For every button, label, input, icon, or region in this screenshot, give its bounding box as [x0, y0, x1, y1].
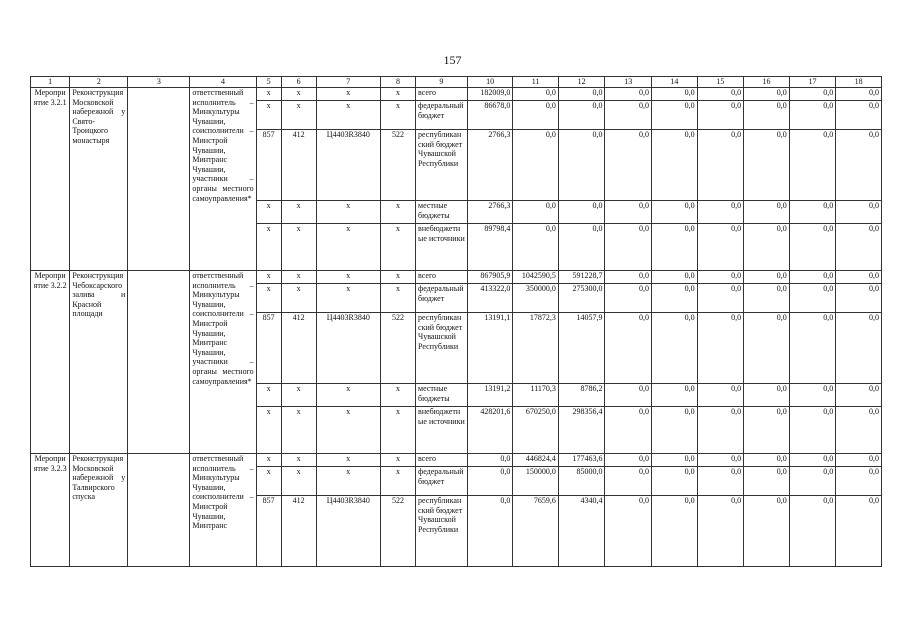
funding-source: республиканский бюджет Чувашской Республики	[416, 313, 468, 384]
funding-source: внебюджетные источники	[416, 224, 468, 271]
code-cell: x	[256, 454, 281, 467]
code-cell: 522	[380, 313, 415, 384]
value-cell: 0,0	[697, 130, 744, 201]
value-cell: 0,0	[605, 88, 652, 101]
value-cell: 0,0	[652, 271, 698, 284]
value-cell: 298356,4	[558, 407, 605, 454]
value-cell: 0,0	[789, 467, 836, 496]
column-number: 7	[316, 77, 380, 88]
funding-source: местные бюджеты	[416, 384, 468, 407]
value-cell: 0,0	[513, 201, 559, 224]
column-number: 10	[467, 77, 513, 88]
funding-source: республиканский бюджет Чувашской Республики	[416, 130, 468, 201]
value-cell: 0,0	[697, 224, 744, 271]
value-cell: 0,0	[652, 313, 698, 384]
code-cell: x	[316, 407, 380, 454]
funding-source: республиканский бюджет Чувашской Республики	[416, 496, 468, 567]
measure-responsible: ответственный исполнитель – Минкультуры Чувашии, соисполнители – Минстрой Чувашии, Минтранс Чувашии, участники – органы местного самоуправления*	[190, 88, 256, 271]
value-cell: 0,0	[467, 467, 513, 496]
value-cell: 0,0	[836, 284, 882, 313]
code-cell: x	[316, 467, 380, 496]
code-cell: x	[316, 284, 380, 313]
value-cell: 0,0	[513, 224, 559, 271]
code-cell: x	[380, 384, 415, 407]
value-cell: 0,0	[789, 496, 836, 567]
value-cell: 0,0	[558, 130, 605, 201]
value-cell: 0,0	[836, 454, 882, 467]
measure-name: Мероприятие 3.2.2	[31, 271, 70, 454]
code-cell: x	[316, 88, 380, 101]
value-cell: 0,0	[836, 201, 882, 224]
value-cell: 13191,1	[467, 313, 513, 384]
value-cell: 0,0	[744, 201, 790, 224]
value-cell: 0,0	[652, 407, 698, 454]
code-cell: Ц4403R3840	[316, 313, 380, 384]
code-cell: x	[256, 284, 281, 313]
value-cell: 0,0	[789, 384, 836, 407]
code-cell: x	[380, 201, 415, 224]
code-cell: x	[256, 407, 281, 454]
funding-source: местные бюджеты	[416, 201, 468, 224]
value-cell: 0,0	[652, 101, 698, 130]
code-cell: 522	[380, 130, 415, 201]
code-cell: x	[380, 101, 415, 130]
table-row	[31, 454, 882, 467]
code-cell: x	[256, 271, 281, 284]
column-number: 17	[789, 77, 836, 88]
value-cell: 13191,2	[467, 384, 513, 407]
column-number: 15	[697, 77, 744, 88]
code-cell: x	[380, 407, 415, 454]
code-cell: Ц4403R3840	[316, 130, 380, 201]
value-cell: 0,0	[605, 313, 652, 384]
code-cell: x	[316, 224, 380, 271]
measure-responsible: ответственный исполнитель – Минкультуры Чувашии, соисполнители – Минстрой Чувашии, Минтранс Чувашии, участники – органы местного самоуправления*	[190, 271, 256, 454]
value-cell: 0,0	[744, 284, 790, 313]
value-cell: 0,0	[789, 407, 836, 454]
value-cell: 0,0	[789, 88, 836, 101]
value-cell: 0,0	[513, 88, 559, 101]
code-cell: Ц4403R3840	[316, 496, 380, 567]
code-cell: x	[256, 201, 281, 224]
measure-responsible: ответственный исполнитель – Минкультуры Чувашии, соисполнители – Минстрой Чувашии, Минтранс	[190, 454, 256, 567]
value-cell: 150000,0	[513, 467, 559, 496]
value-cell: 0,0	[467, 454, 513, 467]
funding-source: всего	[416, 454, 468, 467]
value-cell: 0,0	[697, 496, 744, 567]
code-cell: x	[281, 88, 316, 101]
value-cell: 0,0	[836, 467, 882, 496]
value-cell: 0,0	[652, 201, 698, 224]
column-number: 4	[190, 77, 256, 88]
value-cell: 0,0	[744, 467, 790, 496]
value-cell: 0,0	[789, 454, 836, 467]
value-cell: 1042590,5	[513, 271, 559, 284]
code-cell: x	[281, 384, 316, 407]
value-cell: 0,0	[652, 467, 698, 496]
value-cell: 0,0	[697, 384, 744, 407]
value-cell: 0,0	[605, 101, 652, 130]
column-number: 8	[380, 77, 415, 88]
value-cell: 0,0	[697, 407, 744, 454]
code-cell: x	[316, 201, 380, 224]
value-cell: 428201,6	[467, 407, 513, 454]
column-number: 1	[31, 77, 70, 88]
value-cell: 0,0	[744, 130, 790, 201]
code-cell: x	[380, 467, 415, 496]
value-cell: 0,0	[697, 467, 744, 496]
page-number: 157	[443, 53, 462, 67]
code-cell: x	[316, 101, 380, 130]
value-cell: 0,0	[652, 454, 698, 467]
value-cell: 0,0	[605, 454, 652, 467]
column-number: 3	[128, 77, 190, 88]
column-number: 6	[281, 77, 316, 88]
value-cell: 0,0	[744, 384, 790, 407]
value-cell: 86678,0	[467, 101, 513, 130]
code-cell: x	[380, 88, 415, 101]
column-number: 13	[605, 77, 652, 88]
code-cell: x	[281, 101, 316, 130]
value-cell: 350000,0	[513, 284, 559, 313]
code-cell: 412	[281, 130, 316, 201]
value-cell: 0,0	[789, 130, 836, 201]
code-cell: x	[256, 88, 281, 101]
code-cell: x	[316, 271, 380, 284]
budget-table	[30, 76, 882, 567]
column-number: 12	[558, 77, 605, 88]
code-cell: x	[281, 454, 316, 467]
measure-description: Реконструкция Московской набережной у Свято-Троицкого монастыря	[70, 88, 128, 271]
value-cell: 0,0	[836, 407, 882, 454]
value-cell: 0,0	[697, 201, 744, 224]
code-cell: x	[316, 384, 380, 407]
value-cell: 0,0	[789, 313, 836, 384]
funding-source: внебюджетные источники	[416, 407, 468, 454]
value-cell: 0,0	[789, 101, 836, 130]
funding-source: всего	[416, 271, 468, 284]
code-cell: x	[380, 271, 415, 284]
measure-name: Мероприятие 3.2.3	[31, 454, 70, 567]
code-cell: x	[316, 454, 380, 467]
value-cell: 182009,0	[467, 88, 513, 101]
funding-source: всего	[416, 88, 468, 101]
value-cell: 0,0	[513, 101, 559, 130]
code-cell: x	[256, 384, 281, 407]
value-cell: 0,0	[652, 130, 698, 201]
value-cell: 0,0	[836, 88, 882, 101]
code-cell: x	[281, 467, 316, 496]
value-cell: 0,0	[558, 201, 605, 224]
value-cell: 0,0	[744, 224, 790, 271]
value-cell: 0,0	[744, 101, 790, 130]
value-cell: 11170,3	[513, 384, 559, 407]
value-cell: 0,0	[836, 496, 882, 567]
value-cell: 0,0	[652, 224, 698, 271]
funding-source: федеральный бюджет	[416, 467, 468, 496]
value-cell: 89798,4	[467, 224, 513, 271]
value-cell: 0,0	[605, 130, 652, 201]
value-cell: 0,0	[605, 201, 652, 224]
column-number: 16	[744, 77, 790, 88]
value-cell: 867905,9	[467, 271, 513, 284]
value-cell: 0,0	[836, 384, 882, 407]
value-cell: 0,0	[789, 224, 836, 271]
funding-source: федеральный бюджет	[416, 101, 468, 130]
value-cell: 0,0	[744, 88, 790, 101]
value-cell: 0,0	[697, 284, 744, 313]
value-cell: 0,0	[652, 384, 698, 407]
value-cell: 7659,6	[513, 496, 559, 567]
code-cell: x	[380, 284, 415, 313]
code-cell: x	[281, 284, 316, 313]
value-cell: 0,0	[836, 224, 882, 271]
value-cell: 0,0	[744, 407, 790, 454]
value-cell: 413322,0	[467, 284, 513, 313]
measure-empty-cell	[128, 271, 190, 454]
value-cell: 0,0	[836, 101, 882, 130]
value-cell: 14057,9	[558, 313, 605, 384]
value-cell: 0,0	[513, 130, 559, 201]
column-number: 9	[416, 77, 468, 88]
value-cell: 0,0	[744, 496, 790, 567]
value-cell: 0,0	[558, 88, 605, 101]
value-cell: 0,0	[605, 224, 652, 271]
measure-description: Реконструкция Московской набережной у Талвирского спуска	[70, 454, 128, 567]
table-row	[31, 88, 882, 101]
value-cell: 0,0	[605, 284, 652, 313]
value-cell: 17872,3	[513, 313, 559, 384]
value-cell: 591228,7	[558, 271, 605, 284]
code-cell: x	[281, 201, 316, 224]
value-cell: 670250,0	[513, 407, 559, 454]
column-number: 5	[256, 77, 281, 88]
value-cell: 0,0	[697, 313, 744, 384]
column-number-row	[31, 77, 882, 88]
value-cell: 0,0	[467, 496, 513, 567]
value-cell: 0,0	[836, 130, 882, 201]
value-cell: 0,0	[836, 313, 882, 384]
value-cell: 0,0	[652, 284, 698, 313]
value-cell: 275300,0	[558, 284, 605, 313]
value-cell: 4340,4	[558, 496, 605, 567]
value-cell: 0,0	[697, 101, 744, 130]
column-number: 18	[836, 77, 882, 88]
value-cell: 0,0	[697, 88, 744, 101]
value-cell: 85000,0	[558, 467, 605, 496]
code-cell: 412	[281, 496, 316, 567]
value-cell: 0,0	[744, 271, 790, 284]
value-cell: 0,0	[697, 271, 744, 284]
value-cell: 0,0	[558, 101, 605, 130]
value-cell: 0,0	[605, 496, 652, 567]
table-row	[31, 271, 882, 284]
code-cell: x	[256, 101, 281, 130]
code-cell: x	[256, 224, 281, 271]
value-cell: 0,0	[652, 496, 698, 567]
value-cell: 0,0	[605, 384, 652, 407]
value-cell: 446824,4	[513, 454, 559, 467]
value-cell: 0,0	[836, 271, 882, 284]
measure-empty-cell	[128, 88, 190, 271]
code-cell: x	[256, 467, 281, 496]
value-cell: 0,0	[605, 271, 652, 284]
code-cell: x	[281, 407, 316, 454]
value-cell: 0,0	[789, 271, 836, 284]
code-cell: 412	[281, 313, 316, 384]
value-cell: 0,0	[605, 467, 652, 496]
value-cell: 0,0	[605, 407, 652, 454]
value-cell: 8786,2	[558, 384, 605, 407]
value-cell: 0,0	[789, 201, 836, 224]
value-cell: 177463,6	[558, 454, 605, 467]
measure-empty-cell	[128, 454, 190, 567]
value-cell: 0,0	[744, 454, 790, 467]
value-cell: 2766,3	[467, 201, 513, 224]
value-cell: 0,0	[789, 284, 836, 313]
value-cell: 2766,3	[467, 130, 513, 201]
code-cell: 522	[380, 496, 415, 567]
code-cell: x	[380, 454, 415, 467]
measure-name: Мероприятие 3.2.1	[31, 88, 70, 271]
code-cell: 857	[256, 130, 281, 201]
funding-source: федеральный бюджет	[416, 284, 468, 313]
value-cell: 0,0	[744, 313, 790, 384]
column-number: 14	[652, 77, 698, 88]
code-cell: x	[281, 224, 316, 271]
value-cell: 0,0	[652, 88, 698, 101]
column-number: 2	[70, 77, 128, 88]
column-number: 11	[513, 77, 559, 88]
code-cell: 857	[256, 313, 281, 384]
code-cell: x	[281, 271, 316, 284]
value-cell: 0,0	[697, 454, 744, 467]
value-cell: 0,0	[558, 224, 605, 271]
measure-description: Реконструкция Чебоксарского залива и Красной площади	[70, 271, 128, 454]
code-cell: x	[380, 224, 415, 271]
code-cell: 857	[256, 496, 281, 567]
